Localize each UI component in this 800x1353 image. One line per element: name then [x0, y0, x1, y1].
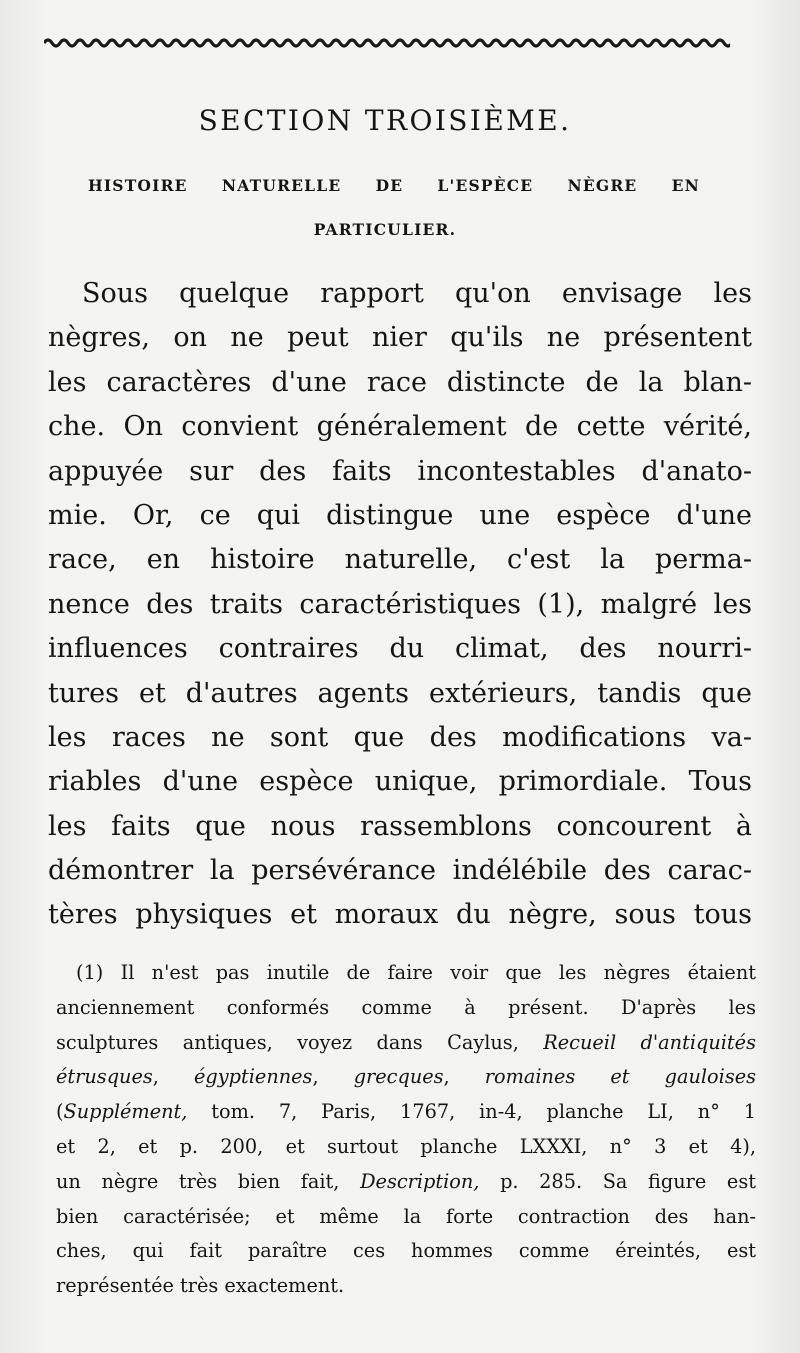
decorative-wavy-rule [44, 36, 730, 50]
footnote-line [56, 1095, 756, 1130]
citation-title: grecques [353, 1065, 444, 1089]
footnote-text: p. 285. Sa figure est [479, 1169, 756, 1193]
body-line: che. On convient généralement de cette vérité, [48, 411, 752, 443]
footnote-text: , [312, 1065, 354, 1089]
footnote-text: , [443, 1065, 485, 1089]
footnote-line [56, 1060, 756, 1095]
body-line: tères physiques et moraux du nègre, sous tous [48, 899, 752, 931]
body-line: appuyée sur des faits incontestables d'anato- [48, 455, 752, 487]
body-line: riables d'une espèce unique, primordiale. Tous [48, 766, 752, 798]
body-line: les faits que nous rassemblons concourent à [48, 810, 752, 842]
body-line: nègres, on ne peut nier qu'ils ne présentent [48, 322, 752, 354]
footnote [56, 956, 756, 1304]
body-line: les races ne sont que des modifications va- [48, 721, 752, 753]
footnote-line [56, 1165, 756, 1200]
body-line: tures et d'autres agents extérieurs, tandis que [48, 677, 752, 709]
section-subtitle-line-2: PARTICULIER. [313, 220, 457, 239]
section-title: SECTION TROISIÈME. [198, 104, 572, 137]
body-line: les caractères d'une race distincte de la blan- [48, 366, 752, 398]
footnote-line [56, 1026, 756, 1061]
footnote-line: et 2, et p. 200, et surtout planche LXXXI, n° 3 et 4), [56, 1134, 756, 1158]
citation-title: Recueil d'antiquités [543, 1030, 756, 1054]
body-line: influences contraires du climat, des nourri- [48, 633, 752, 665]
footnote-text: tom. 7, Paris, 1767, in-4, planche LI, n° 1 [187, 1100, 756, 1124]
citation-title: Supplément, [63, 1100, 188, 1124]
citation-title: étrusques [56, 1065, 153, 1089]
body-line: mie. Or, ce qui distingue une espèce d'une [48, 499, 752, 531]
footnote-line: ches, qui fait paraître ces hommes comme éreintés, est [56, 1239, 756, 1263]
footnote-line: représentée très exactement. [56, 1274, 345, 1298]
citation-title: Description, [360, 1169, 480, 1193]
footnote-line: (1) Il n'est pas inutile de faire voir que les nègres étaient [76, 961, 756, 984]
footnote-text: sculptures antiques, voyez dans Caylus, [56, 1030, 544, 1054]
body-text [48, 272, 752, 938]
footnote-line: anciennement conformés comme à présent. D'après les [56, 995, 756, 1019]
footnote-line: bien caractérisée; et même la forte contraction des han- [56, 1204, 756, 1228]
footnote-text: un nègre très bien fait, [56, 1169, 361, 1193]
body-line: nence des traits caractéristiques (1), malgré les [48, 588, 752, 620]
body-line: Sous quelque rapport qu'on envisage les [82, 278, 752, 309]
section-subtitle-line-1: HISTOIRE NATURELLE DE L'ESPÈCE NÈGRE EN [88, 176, 700, 195]
citation-title: égyptiennes [194, 1065, 313, 1089]
body-line: démontrer la persévérance indélébile des carac- [48, 855, 752, 887]
body-line: race, en histoire naturelle, c'est la perma- [48, 544, 752, 576]
footnote-text: , [152, 1065, 194, 1089]
citation-title: romaines et gauloises [484, 1065, 757, 1089]
footnote-text: ( [56, 1100, 64, 1124]
